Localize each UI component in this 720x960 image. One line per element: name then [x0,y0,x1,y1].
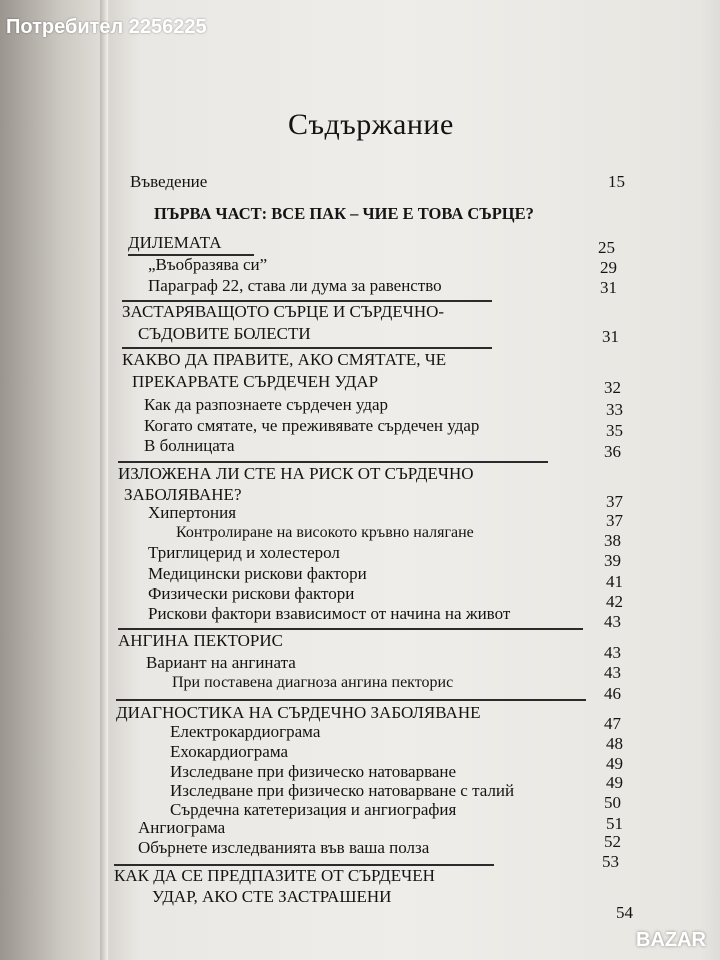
toc-entry-page: 15 [608,172,625,191]
toc-entry-text: Обърнете изследванията във ваша полза [138,838,430,857]
toc-entry-text: Когато смятате, че преживявате сърдечен удар [144,416,480,435]
toc-entry-text: Параграф 22, става ли дума за равенство [148,276,442,295]
toc-entry-text: ДИАГНОСТИКА НА СЪРДЕЧНО ЗАБОЛЯВАНЕ [116,703,481,722]
toc-entry-text: Рискови фактори взависимост от начина на живот [148,604,511,623]
toc-entry-text: КАКВО ДА ПРАВИТЕ, АКО СМЯТАТЕ, ЧЕ [122,350,447,369]
toc-entry-page: 51 [606,814,623,833]
toc-entry-page: 31 [602,327,619,346]
toc-entry-page: 36 [604,442,621,461]
section-divider [116,699,586,701]
toc-entry-page: 32 [604,378,621,397]
book-gutter [100,0,108,960]
toc-entry-text: Физически рискови фактори [148,584,355,603]
toc-entry-page: 37 [606,511,623,530]
toc-entry-text: Ехокардиограма [170,742,289,761]
toc-entry-page: 41 [606,572,623,591]
page-title: Съдържание [288,108,454,141]
toc-entry-text: Сърдечна катетеризация и ангиография [170,800,457,819]
toc-entry-page: 53 [602,852,619,871]
toc-entry-page: 54 [616,903,633,922]
toc-entry-text: Вариант на ангината [146,653,296,672]
toc-entry-page: 38 [604,531,621,550]
toc-entry-page: 39 [604,551,621,570]
toc-entry-text: Електрокардиограма [170,722,321,741]
toc-entry-text: При поставена диагноза ангина пекторис [172,674,454,691]
toc-entry-text: Как да разпознаете сърдечен удар [144,395,389,414]
toc-entry-text: Ангиограма [138,818,226,837]
toc-entry-text: Изследване при физическо натоварване [170,762,457,781]
section-divider [118,628,583,630]
toc-entry-page: 52 [604,832,621,851]
toc-entry-text: Въведение [130,172,208,191]
toc-entry-page: 49 [606,754,623,773]
section-divider [118,461,548,463]
toc-entry-text: ИЗЛОЖЕНА ЛИ СТЕ НА РИСК ОТ СЪРДЕЧНО [118,464,474,483]
toc-entry-page: 25 [598,238,615,257]
toc-entry-page: 46 [604,684,621,703]
toc-entry-text: КАК ДА СЕ ПРЕДПАЗИТЕ ОТ СЪРДЕЧЕН [114,866,435,885]
toc-entry-text: Контролиране на високото кръвно налягане [176,524,474,541]
toc-entry-text: ЗАБОЛЯВАНЕ? [124,485,242,504]
toc-entry-text: ПРЕКАРВАТЕ СЪРДЕЧЕН УДАР [132,372,379,391]
toc-entry-page: 47 [604,714,621,733]
toc-entry-text: Медицински рискови фактори [148,564,367,583]
toc-entry-page: 29 [600,258,617,277]
toc-entry-page: 48 [606,734,623,753]
toc-entry-text: ДИЛЕМАТА [128,233,222,252]
toc-entry-text: АНГИНА ПЕКТОРИС [118,631,283,650]
toc-entry-page: 33 [606,400,623,419]
toc-entry-text: ЗАСТАРЯВАЩОТО СЪРЦЕ И СЪРДЕЧНО- [122,302,445,321]
toc-entry-page: 43 [604,612,621,631]
toc-entry-text: В болницата [144,436,235,455]
toc-entry-page: 50 [604,793,621,812]
toc-entry-text: СЪДОВИТЕ БОЛЕСТИ [138,324,311,343]
toc-entry-page: 31 [600,278,617,297]
toc-entry-page: 42 [606,592,623,611]
section-divider [122,347,492,349]
toc-entry-page: 35 [606,421,623,440]
toc-entry-text: Хипертония [148,503,237,522]
toc-entry-text: УДАР, АКО СТЕ ЗАСТРАШЕНИ [152,887,392,906]
toc-entry-page: 43 [604,663,621,682]
toc-entry-text: „Въобразява си” [148,255,268,274]
part-heading: ПЪРВА ЧАСТ: ВСЕ ПАК – ЧИЕ Е ТОВА СЪРЦЕ? [154,204,534,223]
watermark-text: Потребител 2256225 [6,16,207,38]
toc-entry-text: Триглицерид и холестерол [148,543,340,562]
toc-entry-page: 37 [606,492,623,511]
toc-entry-text: Изследване при физическо натоварване с талий [170,781,515,800]
toc-page [108,0,720,960]
toc-entry-page: 43 [604,643,621,662]
toc-entry-page: 49 [606,773,623,792]
bazar-logo: BAZAR [636,929,706,951]
